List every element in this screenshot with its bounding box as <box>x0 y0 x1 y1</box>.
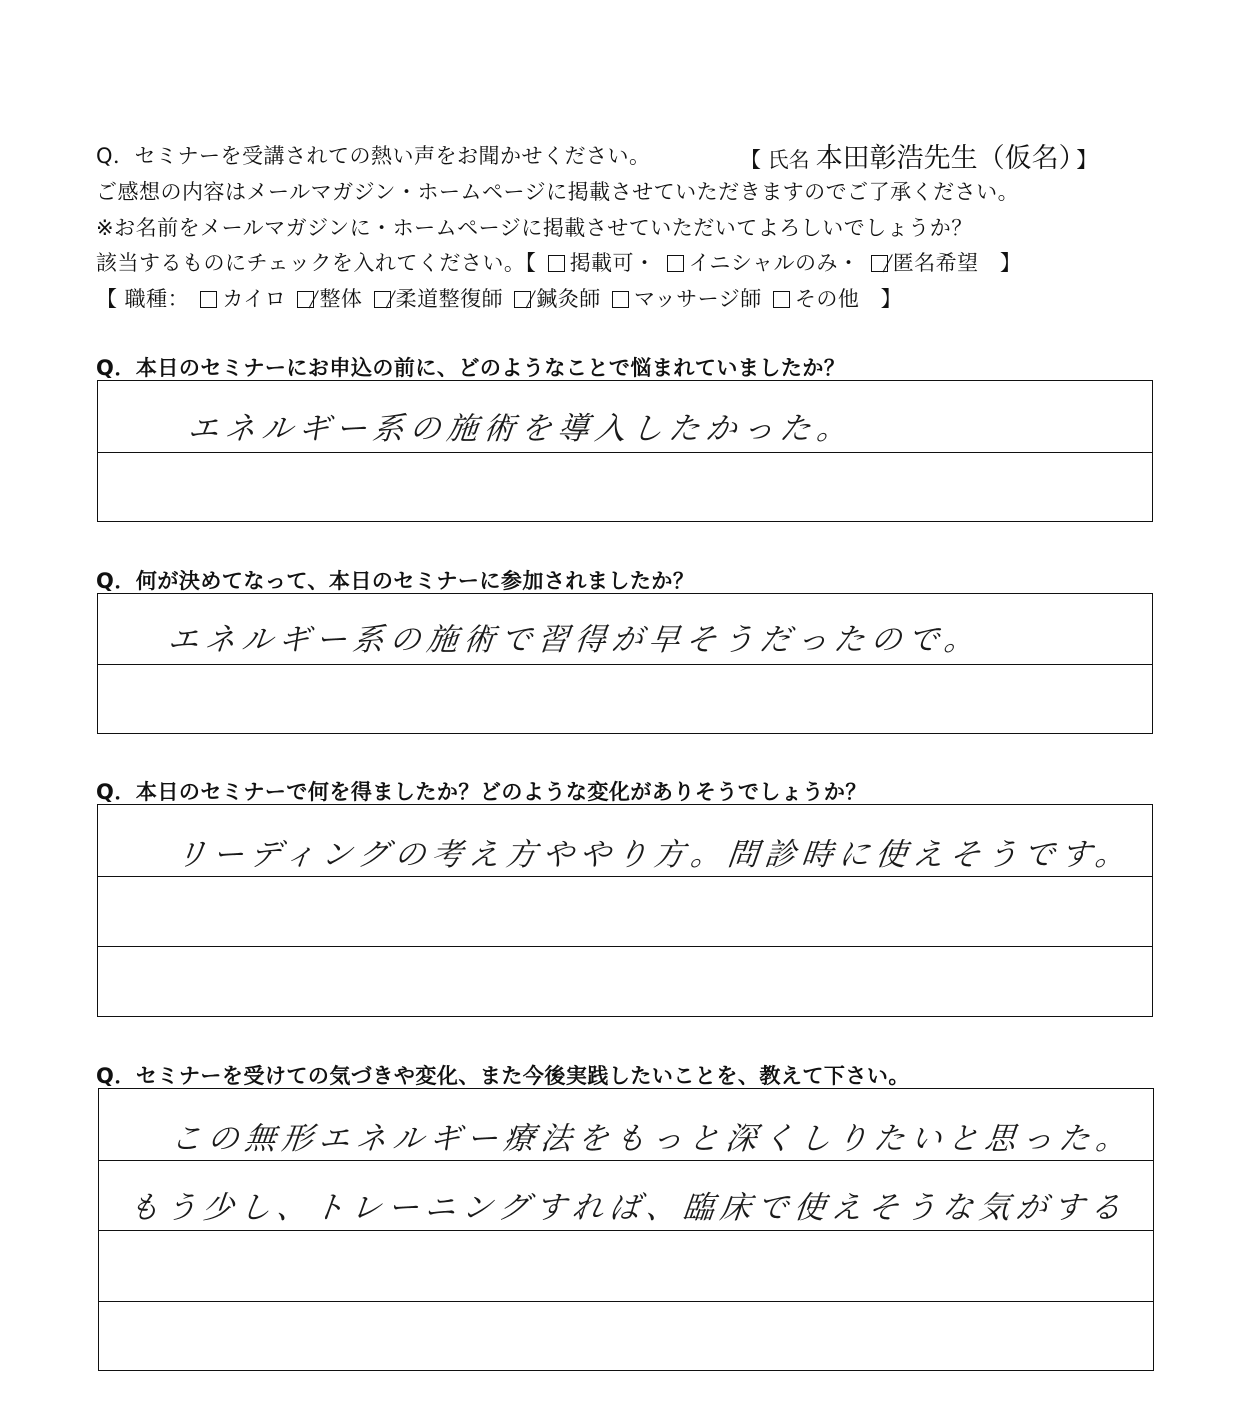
answer-row <box>99 1230 1153 1302</box>
name-permission-question: ※お名前をメールマガジンに・ホームページに掲載させていただいてよろしいでしょうか？ <box>96 216 973 240</box>
checkbox-massage[interactable] <box>612 291 629 308</box>
publish-close: 】 <box>999 251 1022 275</box>
question-3: Q．本日のセミナーで何を得ましたか？どのような変化がありそうでしょうか？ <box>96 780 867 804</box>
check-instruction: 該当するものにチェックを入れてください。【 <box>96 251 537 275</box>
answer-box-3 <box>97 804 1153 1017</box>
checkbox-judo-therapist[interactable] <box>374 291 391 308</box>
option-publish-ok: 掲載可・ <box>569 251 656 275</box>
handwritten-answer: この無形エネルギー療法をもっと深くしりたいと思った。 <box>168 1121 1135 1157</box>
occupation-label: 【 職種： <box>96 287 190 311</box>
answer-row <box>99 1089 1153 1161</box>
answer-row <box>98 452 1152 522</box>
checkbox-chiro[interactable] <box>200 291 217 308</box>
question-2: Q．何が決めてなって、本日のセミナーに参加されましたか？ <box>96 569 695 593</box>
occupation-massage: マッサージ師 <box>634 287 762 311</box>
occupation-judo-therapist: 柔道整復師 <box>395 287 504 311</box>
header-question: Q．セミナーを受講されての熱い声をお聞かせください。 <box>96 144 651 168</box>
consent-notice: ご感想の内容はメールマガジン・ホームページに掲載させていただきますのでご了承ください。 <box>96 180 1020 204</box>
checkbox-initials-only[interactable] <box>667 255 684 272</box>
name-label-close: 】 <box>1076 148 1098 172</box>
answer-row <box>98 381 1152 453</box>
checkbox-publish-ok[interactable] <box>548 255 565 272</box>
checkbox-acupuncture[interactable] <box>514 291 531 308</box>
handwritten-answer: エネルギー系の施術で習得が早そうだったので。 <box>165 622 983 658</box>
answer-row <box>99 1160 1153 1231</box>
occupation-acupuncture: 鍼灸師 <box>536 287 601 311</box>
answer-row <box>99 1301 1153 1371</box>
question-1: Q．本日のセミナーにお申込の前に、どのようなことで悩まれていましたか？ <box>96 356 846 380</box>
handwritten-answer: もう少し、トレーニングすれば、臨床で使えそうな気がする <box>126 1190 1129 1226</box>
occupation-seitai: 整体 <box>319 287 363 311</box>
answer-row <box>98 876 1152 947</box>
name-label: 【 氏名 <box>740 148 810 172</box>
option-initials-only: イニシャルのみ・ <box>688 251 860 275</box>
answer-row <box>98 594 1152 665</box>
checkbox-anonymous[interactable] <box>871 255 888 272</box>
answer-row <box>98 946 1152 1017</box>
answer-box-2 <box>97 593 1153 734</box>
occupation-row <box>96 283 902 313</box>
name-value: 本田彰浩先生（仮名） <box>815 143 1073 174</box>
question-4: Q．セミナーを受けての気づきや変化、また今後実践したいことを、教えて下さい。 <box>96 1064 910 1088</box>
name-field <box>740 136 1097 175</box>
checkbox-seitai[interactable] <box>297 291 314 308</box>
answer-box-1 <box>97 380 1153 522</box>
checkbox-other[interactable] <box>773 291 790 308</box>
occupation-other: その他 <box>794 287 860 311</box>
publish-options-row <box>96 247 1021 277</box>
handwritten-answer: エネルギー系の施術を導入したかった。 <box>185 411 856 447</box>
answer-row <box>98 805 1152 877</box>
occupation-chiro: カイロ <box>222 287 287 311</box>
answer-box-4 <box>98 1088 1154 1371</box>
occupation-close: 】 <box>880 287 903 311</box>
handwritten-answer: リーディングの考え方ややり方。問診時に使えそうです。 <box>173 837 1134 873</box>
option-anonymous: 匿名希望 <box>892 251 979 275</box>
answer-row <box>98 664 1152 734</box>
